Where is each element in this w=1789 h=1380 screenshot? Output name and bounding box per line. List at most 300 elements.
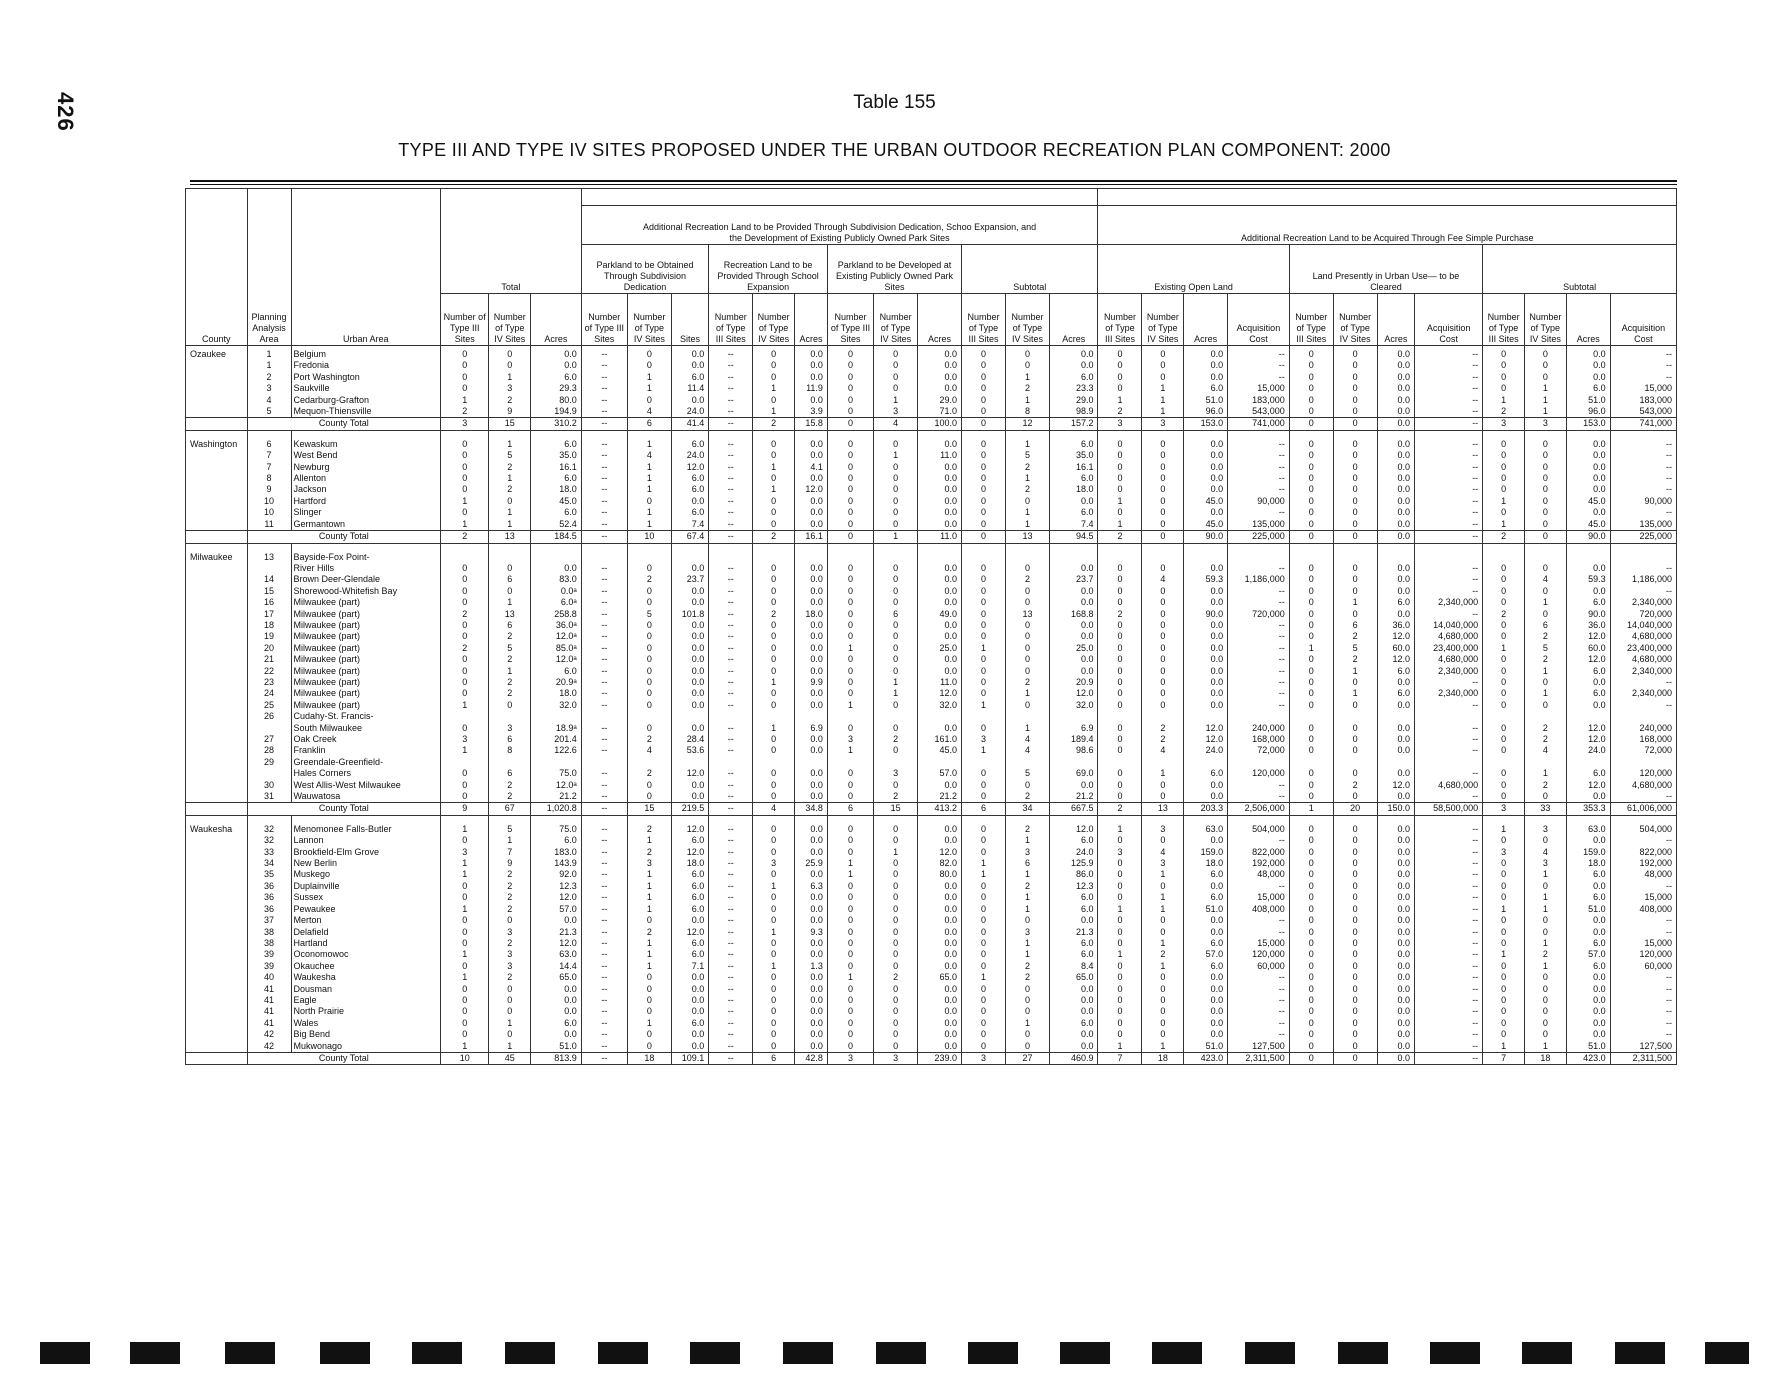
data-cell: --: [709, 609, 753, 620]
data-cell: 0.0: [1184, 643, 1228, 654]
data-cell: 0: [827, 462, 873, 473]
planning-area: 22: [247, 666, 291, 677]
data-cell: 0: [874, 383, 918, 394]
data-cell: [1377, 549, 1414, 563]
data-cell: 0: [753, 1006, 795, 1017]
data-cell: 2,340,000: [1610, 666, 1676, 677]
data-cell: 0: [1289, 574, 1333, 585]
planning-area: 9: [247, 484, 291, 495]
total-cell: 2: [441, 531, 489, 543]
data-cell: 0.0: [1049, 631, 1098, 642]
data-cell: 0: [489, 346, 531, 361]
data-cell: 0.0: [794, 436, 827, 450]
data-cell: 0: [1333, 949, 1377, 960]
data-cell: 0.0: [1377, 972, 1414, 983]
data-cell: 0: [753, 984, 795, 995]
county-name: [186, 462, 248, 473]
data-cell: --: [709, 1041, 753, 1053]
data-cell: 14,040,000: [1610, 620, 1676, 631]
urban-area: Dousman: [291, 984, 441, 995]
data-cell: 0: [753, 780, 795, 791]
data-cell: 0: [627, 586, 671, 597]
data-cell: 0.0: [1184, 915, 1228, 926]
data-cell: 0.0: [671, 915, 708, 926]
data-cell: 0.0: [1377, 574, 1414, 585]
data-cell: 0: [1289, 620, 1333, 631]
data-cell: 0.0: [1049, 586, 1098, 597]
data-cell: 1.3: [794, 961, 827, 972]
data-cell: 0: [1289, 961, 1333, 972]
data-cell: 86.0: [1049, 869, 1098, 880]
total-cell: 10: [627, 531, 671, 543]
county-name: [186, 1052, 248, 1064]
data-cell: 1: [441, 949, 489, 960]
urban-area: Milwaukee (part): [291, 609, 441, 620]
county-name: [186, 757, 248, 768]
data-cell: 0: [627, 360, 671, 371]
data-cell: 0.0: [671, 620, 708, 631]
data-cell: [1610, 711, 1676, 722]
data-cell: 0: [1098, 643, 1142, 654]
data-cell: 0.0: [918, 961, 962, 972]
data-cell: 32.0: [1049, 700, 1098, 711]
data-cell: 0: [441, 915, 489, 926]
data-cell: --: [709, 436, 753, 450]
data-cell: 0.0: [1184, 666, 1228, 677]
table-row: [186, 549, 1677, 563]
table-row: [186, 904, 1677, 915]
total-cell: 94.5: [1049, 531, 1098, 543]
total-cell: 219.5: [671, 803, 708, 815]
data-cell: 0: [1289, 1029, 1333, 1040]
data-cell: 0: [1483, 858, 1525, 869]
data-cell: 0.0: [794, 643, 827, 654]
data-cell: 3: [827, 734, 873, 745]
data-cell: --: [1610, 346, 1676, 361]
data-cell: 0: [1098, 677, 1142, 688]
data-cell: --: [581, 881, 627, 892]
planning-area: 13: [247, 549, 291, 563]
data-cell: --: [1228, 654, 1290, 665]
data-cell: 0: [1333, 927, 1377, 938]
data-cell: 1: [627, 938, 671, 949]
planning-area: 1: [247, 346, 291, 361]
data-cell: 0: [962, 620, 1006, 631]
data-cell: 0.0: [531, 563, 582, 574]
data-cell: 0: [962, 383, 1006, 394]
data-cell: 11.4: [671, 383, 708, 394]
data-cell: 0: [1098, 383, 1142, 394]
data-cell: 0: [1483, 574, 1525, 585]
county-name: Milwaukee: [186, 549, 248, 563]
data-cell: 1: [489, 473, 531, 484]
data-cell: 0: [1142, 507, 1184, 518]
data-cell: 0: [827, 984, 873, 995]
data-cell: 1: [441, 904, 489, 915]
data-cell: --: [1415, 835, 1483, 846]
data-cell: [441, 711, 489, 722]
planning-area: 10: [247, 507, 291, 518]
planning-area: 27: [247, 734, 291, 745]
data-cell: 1: [753, 881, 795, 892]
data-cell: 1: [827, 745, 873, 756]
data-cell: 0: [1289, 450, 1333, 461]
table-row: [186, 984, 1677, 995]
table-row: [186, 643, 1677, 654]
data-cell: 0: [1289, 904, 1333, 915]
data-cell: 59.3: [1184, 574, 1228, 585]
binding-bar: [320, 1342, 370, 1364]
data-cell: 12.0: [671, 768, 708, 779]
header-school: Recreation Land to be Provided Through School Expansion: [709, 245, 828, 294]
urban-area: Milwaukee (part): [291, 688, 441, 699]
data-cell: 18.9ᵃ: [531, 723, 582, 734]
data-cell: --: [1610, 507, 1676, 518]
data-cell: --: [581, 586, 627, 597]
data-cell: 0: [962, 609, 1006, 620]
county-name: Ozaukee: [186, 346, 248, 361]
title-rule: [190, 180, 1677, 182]
data-cell: 0: [627, 1029, 671, 1040]
urban-area: Milwaukee (part): [291, 666, 441, 677]
data-cell: --: [1228, 995, 1290, 1006]
data-cell: [918, 549, 962, 563]
data-cell: [1377, 757, 1414, 768]
data-cell: 0.0: [794, 1029, 827, 1040]
planning-area: [247, 563, 291, 574]
data-cell: 1: [1142, 961, 1184, 972]
urban-area: Mequon-Thiensville: [291, 406, 441, 418]
data-cell: 0: [874, 654, 918, 665]
planning-area: 11: [247, 519, 291, 531]
urban-area: Merton: [291, 915, 441, 926]
data-cell: 0.0: [1377, 372, 1414, 383]
data-cell: 6.0: [1049, 1018, 1098, 1029]
data-cell: 0.0: [1049, 620, 1098, 631]
data-cell: --: [1228, 688, 1290, 699]
data-cell: --: [581, 666, 627, 677]
data-cell: 0: [1006, 631, 1050, 642]
data-cell: 0: [962, 372, 1006, 383]
data-cell: 1: [1098, 496, 1142, 507]
data-cell: 0: [1006, 597, 1050, 608]
data-cell: 1: [441, 496, 489, 507]
data-cell: 0.0: [918, 723, 962, 734]
data-cell: 11.9: [794, 383, 827, 394]
data-cell: 0: [1289, 586, 1333, 597]
data-cell: 0: [1289, 666, 1333, 677]
data-cell: 4: [627, 406, 671, 418]
data-cell: 0: [1289, 949, 1333, 960]
data-cell: 0: [962, 677, 1006, 688]
data-cell: 258.8: [531, 609, 582, 620]
data-cell: 0: [1333, 609, 1377, 620]
data-cell: 0.0: [1377, 507, 1414, 518]
data-cell: 1: [489, 507, 531, 518]
data-cell: 0: [1142, 984, 1184, 995]
data-cell: 0.0: [918, 473, 962, 484]
data-cell: --: [709, 780, 753, 791]
data-cell: --: [581, 858, 627, 869]
data-cell: 0: [441, 835, 489, 846]
data-cell: [827, 549, 873, 563]
table-row: [186, 734, 1677, 745]
data-cell: 1: [827, 858, 873, 869]
data-cell: 6: [489, 768, 531, 779]
data-cell: --: [1415, 507, 1483, 518]
data-cell: [1415, 757, 1483, 768]
data-cell: --: [709, 791, 753, 803]
data-cell: 0.0: [1049, 597, 1098, 608]
data-cell: 0.0: [671, 780, 708, 791]
data-cell: 4: [627, 745, 671, 756]
county-name: [186, 574, 248, 585]
data-cell: 0: [1289, 395, 1333, 406]
data-cell: 12.0: [1049, 821, 1098, 835]
data-cell: 0.0: [531, 1006, 582, 1017]
data-cell: 0: [489, 586, 531, 597]
data-cell: 0.0: [1377, 821, 1414, 835]
header-group-b: Additional Recreation Land to be Acquired Through Fee Simple Purchase: [1098, 206, 1677, 245]
data-cell: 6.0: [671, 507, 708, 518]
data-cell: 0: [441, 473, 489, 484]
data-cell: 16.1: [1049, 462, 1098, 473]
data-cell: 12.0: [671, 927, 708, 938]
data-cell: 4: [1142, 847, 1184, 858]
binding-bar: [968, 1342, 1018, 1364]
data-cell: [794, 711, 827, 722]
data-cell: 0.0: [671, 1006, 708, 1017]
data-cell: [441, 757, 489, 768]
data-cell: 168.8: [1049, 609, 1098, 620]
data-cell: 0: [1142, 677, 1184, 688]
data-cell: 0: [753, 519, 795, 531]
data-cell: --: [1415, 700, 1483, 711]
data-cell: 0.0: [1184, 995, 1228, 1006]
total-cell: 0: [1333, 1052, 1377, 1064]
data-cell: --: [709, 1018, 753, 1029]
urban-area: Mukwonago: [291, 1041, 441, 1053]
data-cell: 0.0: [918, 949, 962, 960]
data-cell: --: [709, 563, 753, 574]
planning-area: [247, 768, 291, 779]
data-cell: 0: [627, 780, 671, 791]
data-cell: --: [1228, 972, 1290, 983]
data-cell: 168,000: [1610, 734, 1676, 745]
data-cell: --: [1228, 597, 1290, 608]
data-cell: 0.0: [1566, 484, 1610, 495]
data-cell: 2: [1006, 821, 1050, 835]
total-cell: 0: [1333, 531, 1377, 543]
data-cell: --: [1228, 473, 1290, 484]
binding-bar: [130, 1342, 180, 1364]
data-cell: 2: [1098, 406, 1142, 418]
data-cell: --: [1610, 881, 1676, 892]
data-cell: 0: [627, 723, 671, 734]
data-cell: 0: [1098, 507, 1142, 518]
data-cell: [1184, 757, 1228, 768]
data-cell: 45.0: [1184, 496, 1228, 507]
data-cell: 15,000: [1610, 383, 1676, 394]
data-cell: --: [709, 723, 753, 734]
planning-area: [247, 723, 291, 734]
data-cell: 0: [962, 688, 1006, 699]
data-cell: 0: [962, 835, 1006, 846]
data-cell: 12.0: [1566, 631, 1610, 642]
data-cell: 0: [874, 574, 918, 585]
column-header-sites: Sites: [671, 294, 708, 346]
data-cell: 0: [753, 995, 795, 1006]
table-row: [186, 821, 1677, 835]
data-cell: 4.1: [794, 462, 827, 473]
planning-area: 7: [247, 450, 291, 461]
data-cell: 6.0: [1049, 473, 1098, 484]
data-cell: 28.4: [671, 734, 708, 745]
table-row: [186, 745, 1677, 756]
data-cell: 16.1: [531, 462, 582, 473]
data-cell: 0: [441, 462, 489, 473]
data-cell: 0: [1483, 700, 1525, 711]
planning-area: 25: [247, 700, 291, 711]
data-cell: 4,680,000: [1415, 780, 1483, 791]
data-cell: 0.0: [1566, 1018, 1610, 1029]
data-cell: 0.0: [1049, 984, 1098, 995]
data-cell: 0.0ᵃ: [531, 586, 582, 597]
data-cell: 0.0: [1377, 496, 1414, 507]
county-name: [186, 869, 248, 880]
data-cell: 0: [1333, 436, 1377, 450]
data-cell: 0.0: [794, 869, 827, 880]
data-cell: 0.0: [1184, 620, 1228, 631]
county-name: [186, 631, 248, 642]
column-header-num-t4: Number of Type IV Sites: [1006, 294, 1050, 346]
data-cell: [962, 757, 1006, 768]
data-cell: --: [709, 1029, 753, 1040]
data-cell: --: [581, 1029, 627, 1040]
data-cell: 0: [1333, 496, 1377, 507]
data-cell: --: [1415, 995, 1483, 1006]
data-cell: 0: [827, 519, 873, 531]
total-cell: --: [709, 1052, 753, 1064]
data-cell: 0: [1289, 496, 1333, 507]
data-cell: 504,000: [1228, 821, 1290, 835]
data-cell: 3: [1524, 858, 1566, 869]
data-cell: 2: [1524, 723, 1566, 734]
data-cell: 0.0: [918, 904, 962, 915]
data-cell: --: [1228, 643, 1290, 654]
data-cell: --: [1610, 927, 1676, 938]
data-cell: [1415, 711, 1483, 722]
column-header-num-t4: Number of Type IV Sites: [627, 294, 671, 346]
data-cell: 0.0: [918, 927, 962, 938]
county-name: [186, 927, 248, 938]
data-cell: 0: [874, 586, 918, 597]
data-cell: 0: [827, 1041, 873, 1053]
data-cell: --: [1415, 609, 1483, 620]
data-cell: 0: [827, 768, 873, 779]
data-cell: --: [1228, 927, 1290, 938]
total-cell: 225,000: [1228, 531, 1290, 543]
data-cell: 0.0: [794, 972, 827, 983]
county-name: [186, 768, 248, 779]
data-cell: 0.0: [671, 677, 708, 688]
data-cell: 21.3: [1049, 927, 1098, 938]
data-cell: 13: [489, 609, 531, 620]
data-cell: 0: [1524, 372, 1566, 383]
data-cell: 0: [827, 654, 873, 665]
data-cell: 0: [753, 395, 795, 406]
data-cell: 0.0: [1377, 519, 1414, 531]
data-cell: --: [1415, 949, 1483, 960]
data-cell: 1: [827, 700, 873, 711]
planning-area: 34: [247, 858, 291, 869]
county-name: [186, 372, 248, 383]
data-cell: --: [581, 723, 627, 734]
data-cell: 0.0: [1377, 1041, 1414, 1053]
data-cell: 0: [1289, 1006, 1333, 1017]
data-cell: 0: [1098, 961, 1142, 972]
data-cell: 0: [1524, 507, 1566, 518]
data-cell: [489, 757, 531, 768]
data-cell: 0.0: [1377, 383, 1414, 394]
data-cell: 1: [627, 949, 671, 960]
data-cell: 0.0: [1184, 654, 1228, 665]
data-cell: 3: [489, 961, 531, 972]
data-cell: 7.4: [1049, 519, 1098, 531]
data-cell: 2: [1006, 462, 1050, 473]
column-header-num-t3: Number of Type III Sites: [1289, 294, 1333, 346]
total-cell: 4: [753, 803, 795, 815]
data-cell: 0.0: [918, 360, 962, 371]
data-cell: 0: [962, 821, 1006, 835]
data-cell: 12.0: [531, 938, 582, 949]
data-cell: 6.0: [1566, 597, 1610, 608]
data-cell: 0.0: [1566, 1029, 1610, 1040]
data-cell: --: [1228, 1018, 1290, 1029]
data-cell: 0.0: [1377, 915, 1414, 926]
data-cell: 0.0: [794, 654, 827, 665]
total-cell: --: [709, 531, 753, 543]
data-cell: 0.0: [1566, 372, 1610, 383]
data-cell: 0: [1098, 972, 1142, 983]
data-cell: 51.0: [1184, 395, 1228, 406]
data-cell: 15,000: [1610, 892, 1676, 903]
data-cell: [1483, 711, 1525, 722]
data-cell: 6.0: [531, 835, 582, 846]
data-cell: 35.0: [1049, 450, 1098, 461]
data-cell: 0: [874, 1041, 918, 1053]
table-row: [186, 519, 1677, 531]
data-cell: 0: [1483, 563, 1525, 574]
data-cell: 0: [627, 915, 671, 926]
total-cell: 45: [489, 1052, 531, 1064]
data-cell: 0: [1333, 791, 1377, 803]
data-cell: --: [709, 734, 753, 745]
data-cell: 0.0: [794, 700, 827, 711]
total-cell: 2,506,000: [1228, 803, 1290, 815]
data-cell: 0.0: [1566, 835, 1610, 846]
data-cell: 0: [441, 666, 489, 677]
binding-bar: [412, 1342, 462, 1364]
data-cell: 0: [753, 904, 795, 915]
table-row: [186, 1006, 1677, 1017]
data-cell: 1: [441, 700, 489, 711]
data-cell: 6.0: [1566, 892, 1610, 903]
data-cell: 0: [1289, 915, 1333, 926]
data-cell: [1228, 711, 1290, 722]
data-cell: --: [581, 609, 627, 620]
data-cell: 6.0: [1566, 869, 1610, 880]
